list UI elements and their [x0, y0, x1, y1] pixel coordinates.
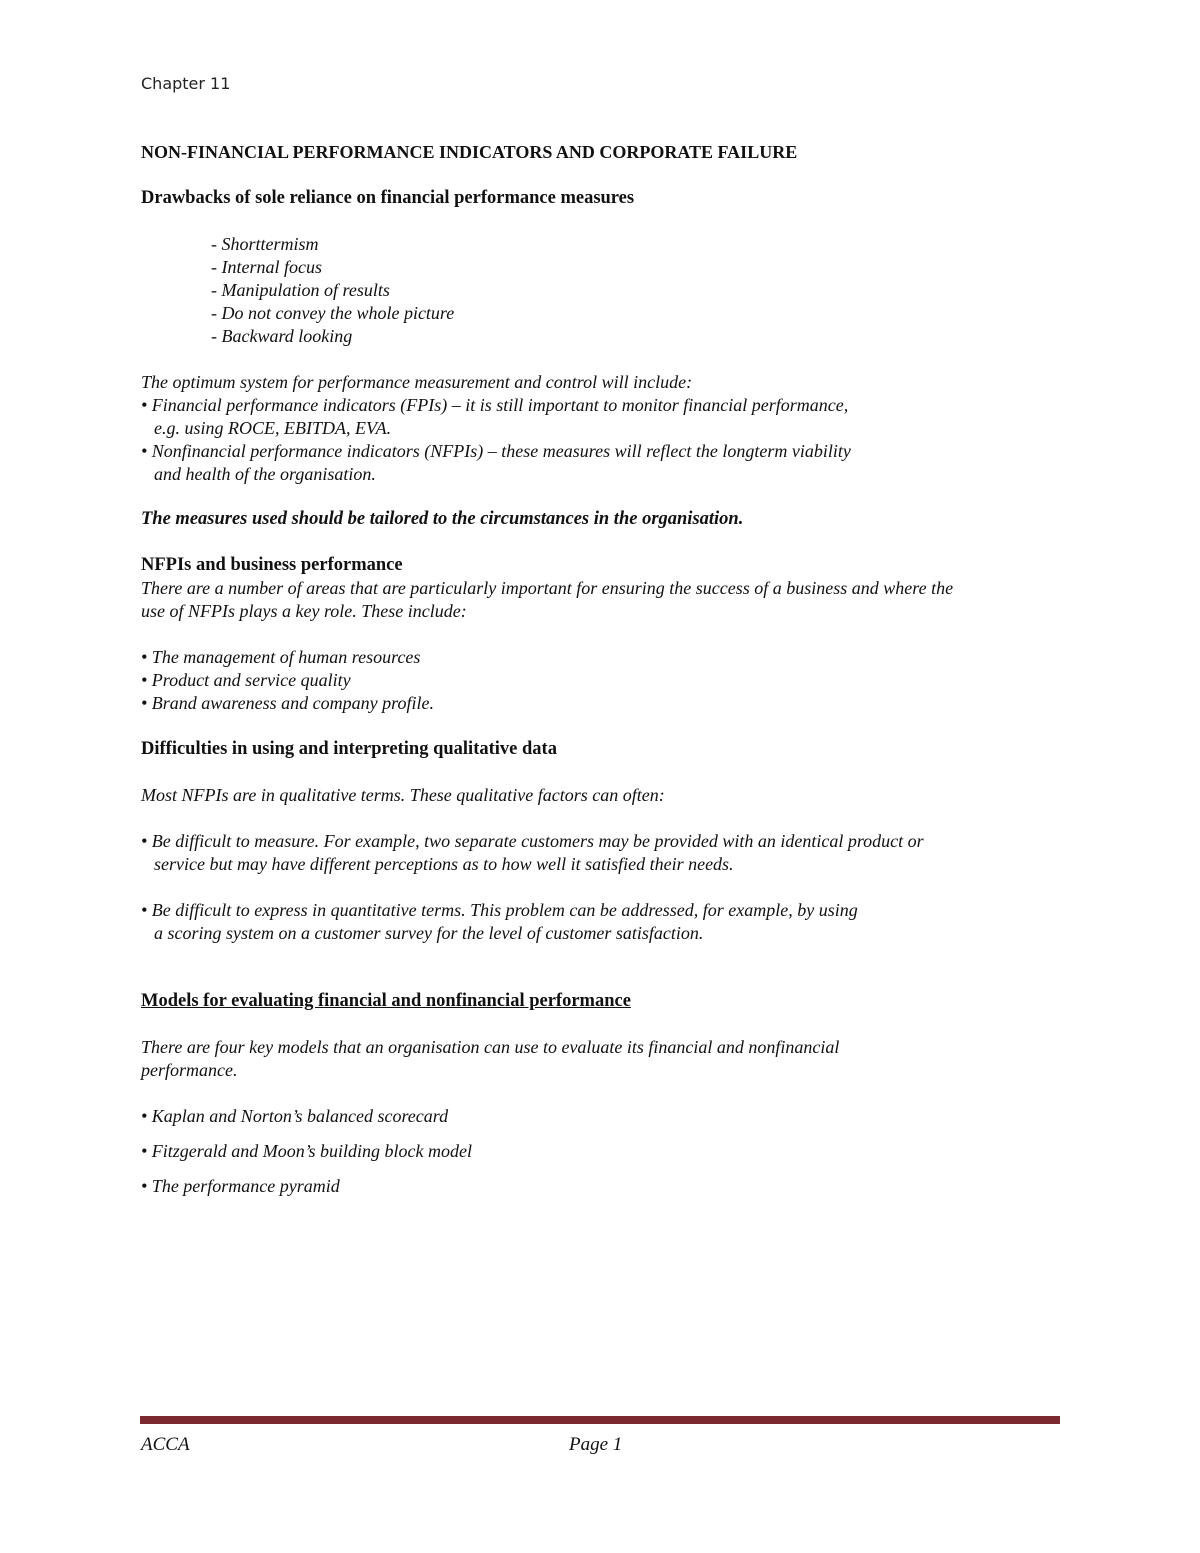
footer-left-text: ACCA	[141, 1434, 190, 1455]
list-item: • Fitzgerald and Moon’s building block model	[141, 1141, 472, 1161]
list-item: • Kaplan and Norton’s balanced scorecard	[141, 1106, 449, 1126]
list-item: - Manipulation of results	[211, 280, 390, 300]
nfpi-bullet-continued: and health of the organisation.	[154, 464, 376, 484]
difficulties-intro: Most NFPIs are in qualitative terms. These qualitative factors can often:	[141, 785, 665, 805]
models-paragraph: There are four key models that an organisation can use to evaluate its financial and nonfinancial	[141, 1037, 840, 1057]
list-item: - Backward looking	[211, 326, 353, 346]
difficulty-bullet-express: • Be difficult to express in quantitative terms. This problem can be addressed, for example, by using	[141, 900, 858, 920]
optimum-intro: The optimum system for performance measurement and control will include:	[141, 372, 693, 392]
difficulty-bullet-measure: • Be difficult to measure. For example, two separate customers may be provided with an identical product or	[141, 831, 924, 851]
difficulty-bullet-express-continued: a scoring system on a customer survey for the level of customer satisfaction.	[154, 923, 704, 943]
nfpi-business-paragraph-continued: use of NFPIs plays a key role. These include:	[141, 601, 467, 621]
chapter-header: Chapter 11	[141, 74, 231, 93]
models-heading: Models for evaluating financial and nonfinancial performance	[141, 991, 631, 1011]
models-paragraph-continued: performance.	[141, 1060, 238, 1080]
list-item: • The performance pyramid	[141, 1176, 340, 1196]
tailored-statement: The measures used should be tailored to the circumstances in the organisation.	[141, 509, 744, 529]
fpi-bullet-continued: e.g. using ROCE, EBITDA, EVA.	[154, 418, 392, 438]
nfpi-bullet: • Nonfinancial performance indicators (NFPIs) – these measures will reflect the longterm viability	[141, 441, 851, 461]
list-item: - Internal focus	[211, 257, 322, 277]
footer-rule	[140, 1416, 1060, 1424]
fpi-bullet: • Financial performance indicators (FPIs) – it is still important to monitor financial performance,	[141, 395, 849, 415]
nfpi-business-paragraph: There are a number of areas that are particularly important for ensuring the success of a business and where the	[141, 578, 954, 598]
list-item: • Product and service quality	[141, 670, 351, 690]
list-item: • Brand awareness and company profile.	[141, 693, 434, 713]
page-number: Page 1	[569, 1434, 623, 1455]
list-item: - Do not convey the whole picture	[211, 303, 455, 323]
difficulties-heading: Difficulties in using and interpreting qualitative data	[141, 739, 557, 759]
nfpi-business-heading: NFPIs and business performance	[141, 555, 403, 575]
list-item: • The management of human resources	[141, 647, 421, 667]
difficulty-bullet-measure-continued: service but may have different perceptions as to how well it satisfied their needs.	[154, 854, 734, 874]
page-title: NON-FINANCIAL PERFORMANCE INDICATORS AND CORPORATE FAILURE	[141, 142, 798, 162]
drawbacks-heading: Drawbacks of sole reliance on financial performance measures	[141, 188, 635, 208]
list-item: - Shorttermism	[211, 234, 319, 254]
